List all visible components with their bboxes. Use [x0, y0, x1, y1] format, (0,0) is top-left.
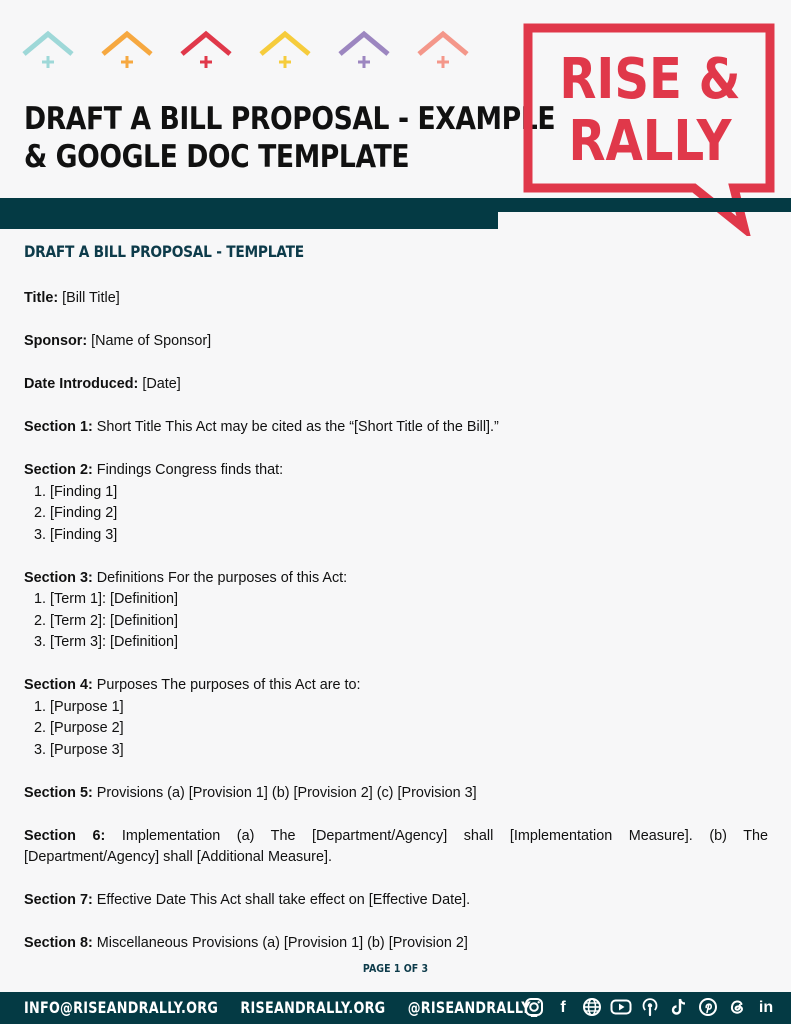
list-item: 2. [Term 2]: [Definition]	[50, 611, 768, 633]
list-item: 1. [Term 1]: [Definition]	[50, 589, 768, 611]
sponsor-field	[24, 331, 768, 353]
findings-list	[24, 482, 768, 547]
section-label: Section 4:	[24, 677, 93, 693]
pinterest-icon[interactable]	[697, 997, 719, 1019]
title-value: [Bill Title]	[58, 290, 120, 306]
list-item: 1. [Finding 1]	[50, 482, 768, 504]
section-8	[24, 933, 768, 955]
date-value: [Date]	[138, 376, 181, 392]
yellow-arrow-icon	[257, 28, 313, 70]
section-text: Miscellaneous Provisions (a) [Provision 1] (b) [Provision 2]	[92, 935, 468, 951]
sponsor-value: [Name of Sponsor]	[87, 333, 212, 349]
podcast-icon[interactable]	[639, 997, 661, 1019]
date-field	[24, 374, 768, 396]
section-label: Section 5:	[24, 784, 93, 801]
section-label: Section 8:	[24, 935, 93, 951]
social-icons	[523, 997, 777, 1019]
coral-arrow-icon	[415, 28, 471, 70]
list-item: 3. [Purpose 3]	[50, 740, 768, 762]
section-text: Effective Date This Act shall take effect on [Effective Date].	[92, 892, 471, 908]
globe-icon[interactable]	[581, 997, 603, 1019]
email-link[interactable]: INFO@RISEANDRALLY.ORG	[24, 998, 219, 1017]
orange-arrow-icon	[99, 28, 155, 70]
list-item: 3. [Finding 3]	[50, 525, 768, 547]
template-heading: DRAFT A BILL PROPOSAL - TEMPLATE	[24, 242, 304, 261]
section-label: Section 3:	[24, 569, 93, 586]
section-label: Section 1:	[24, 419, 93, 435]
purposes-list	[24, 697, 768, 762]
sponsor-label: Sponsor:	[24, 333, 88, 349]
section-label: Section 7:	[24, 892, 93, 908]
definitions-list	[24, 589, 768, 654]
section-text: Purposes The purposes of this Act are to:	[92, 677, 361, 693]
list-item: 3. [Term 3]: [Definition]	[50, 632, 768, 654]
page-title-line2: & GOOGLE DOC TEMPLATE	[24, 139, 410, 175]
logo-line1: RISE &	[559, 47, 741, 112]
section-2	[24, 460, 768, 546]
list-item: 2. [Purpose 2]	[50, 718, 768, 740]
section-text: Short Title This Act may be cited as the “[Short Title of the Bill].”	[92, 419, 499, 435]
document-body	[24, 288, 768, 976]
decorative-arrows	[20, 28, 490, 72]
page-number: PAGE 1 OF 3	[362, 962, 429, 975]
header-band-extension	[0, 212, 498, 229]
section-text: Findings Congress finds that:	[92, 462, 284, 478]
facebook-icon[interactable]: f	[560, 999, 566, 1016]
section-label: Section 6:	[24, 827, 106, 844]
section-text: Definitions For the purposes of this Act:	[92, 569, 348, 586]
section-text: Implementation (a) The [Department/Agency] shall [Implementation Measure]. (b) The [Department/Agency] shall [Additional Measure].	[24, 827, 768, 865]
red-arrow-icon	[178, 28, 234, 70]
tiktok-icon[interactable]	[668, 997, 690, 1019]
logo-line2: RALLY	[568, 109, 732, 174]
list-item: 2. [Finding 2]	[50, 503, 768, 525]
section-1	[24, 417, 768, 439]
title-field	[24, 288, 768, 310]
website-link[interactable]: RISEANDRALLY.ORG	[240, 998, 386, 1017]
footer-bar	[0, 992, 791, 1024]
page-title-line1: DRAFT A BILL PROPOSAL - EXAMPLE	[24, 101, 556, 137]
threads-icon[interactable]	[726, 997, 748, 1019]
page-title	[24, 100, 556, 176]
header-band	[0, 198, 791, 212]
footer-links	[24, 998, 555, 1017]
title-label: Title:	[24, 290, 59, 306]
date-label: Date Introduced:	[24, 376, 139, 392]
youtube-icon[interactable]	[610, 997, 632, 1019]
purple-arrow-icon	[336, 28, 392, 70]
section-7	[24, 890, 768, 912]
section-label: Section 2:	[24, 462, 93, 478]
section-5	[24, 783, 768, 805]
social-handle-link[interactable]: @RISEANDRALLY_	[407, 998, 538, 1017]
instagram-icon[interactable]	[523, 997, 545, 1019]
linkedin-icon[interactable]: in	[758, 999, 774, 1016]
teal-arrow-icon	[20, 28, 76, 70]
section-3	[24, 568, 768, 654]
section-4	[24, 675, 768, 761]
section-text: Provisions (a) [Provision 1] (b) [Provision 2] (c) [Provision 3]	[92, 784, 477, 801]
list-item: 1. [Purpose 1]	[50, 697, 768, 719]
section-6	[24, 826, 768, 869]
